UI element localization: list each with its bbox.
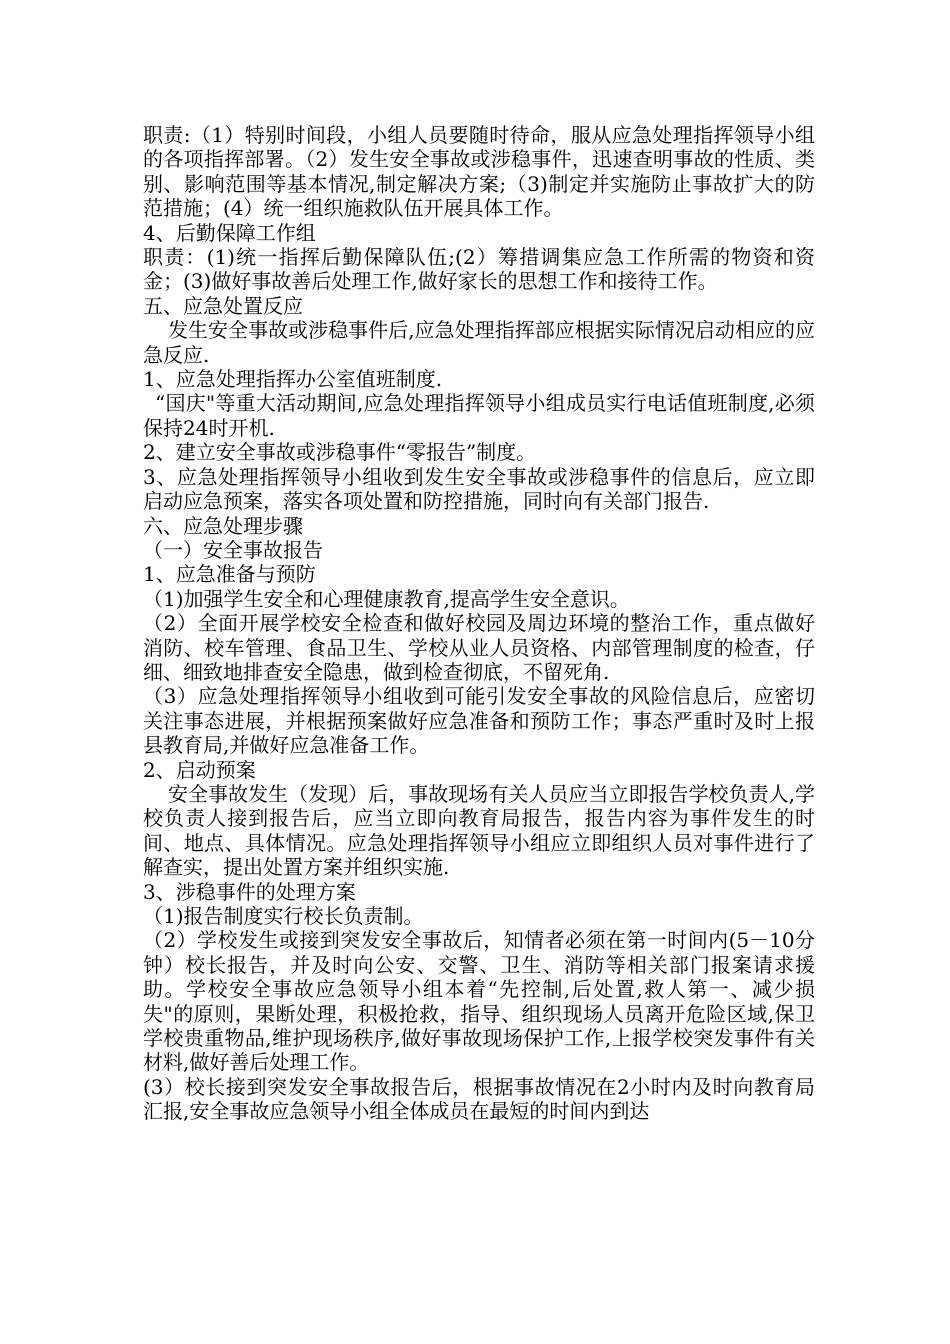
- paragraph-accident-occurrence: 安全事故发生（发现）后，事故现场有关人员应当立即报告学校负责人,学校负责人接到报告后，应当立即向教育局报告，报告内容为事件发生的时间、地点、具体情况。应急处理指挥领导小组应立即组织人员对事件进行了解查实，提出处置方案并组织实施.: [143, 781, 815, 880]
- heading-section-six: 六、应急处理步骤: [143, 513, 303, 538]
- heading-section-five: 五、应急处置反应: [143, 293, 303, 318]
- paragraph-emergency-response: 发生安全事故或涉稳事件后,应急处理指挥部应根据实际情况启动相应的应急反应.: [143, 318, 815, 367]
- paragraph-first-time-report: （2）学校发生或接到突发安全事故后，知情者必须在第一时间内(5－10分钟）校长报告，并及时向公安、交警、卫生、消防等相关部门报案请求援助。学校安全事故应急领导小组本着“先控制,后处置,救人第一、减少损失"的原则，果断处理，积极抢救，指导、组织现场人员离开危险区域,保卫学校贵重物品,维护现场秩序,做好事故现场保护工作,上报学校突发事件有关材料,做好善后处理工作。: [143, 928, 815, 1075]
- paragraph-education: （1)加强学生安全和心理健康教育,提高学生安全意识。: [143, 586, 630, 611]
- heading-zero-report: 2、建立安全事故或涉稳事件“零报告”制度。: [143, 440, 537, 465]
- heading-accident-report: （一）安全事故报告: [143, 537, 323, 562]
- paragraph-principal-responsibility: （1)报告制度实行校长负责制。: [143, 904, 424, 928]
- paragraph-activate-plan-report: 3、应急处理指挥领导小组收到发生安全事故或涉稳事件的信息后，应立即启动应急预案，落实各项处置和防控措施，同时向有关部门报告.: [143, 464, 815, 514]
- paragraph-duties-logistics: 职责：(1)统一指挥后勤保障队伍;(2）筹措调集应急工作所需的物资和资金；(3)做好事故善后处理工作,做好家长的思想工作和接待工作。: [143, 245, 815, 294]
- paragraph-duties-rescue: 职责:（1）特别时间段，小组人员要随时待命，服从应急处理指挥领导小组的各项指挥部署。（2）发生安全事故或涉稳事件，迅速查明事故的性质、类别、影响范围等基本情况,制定解决方案;（3)制定并实施防止事故扩大的防范措施；(4）统一组织施救队伍开展具体工作。: [143, 123, 815, 221]
- paragraph-inspection: （2）全面开展学校安全检查和做好校园及周边环境的整治工作，重点做好消防、校车管理、食品卫生、学校从业人员资格、内部管理制度的检查，仔细、细致地排查安全隐患，做到检查彻底，不留死角.: [143, 611, 815, 684]
- heading-logistics-group: 4、后勤保障工作组: [143, 220, 316, 245]
- heading-duty-system: 1、应急处理指挥办公室值班制度.: [143, 367, 443, 392]
- document-page: [143, 123, 815, 1124]
- paragraph-principal-report: (3）校长接到突发安全事故报告后，根据事故情况在2小时内及时向教育局汇报,安全事故应急领导小组全体成员在最短的时间内到达: [143, 1074, 815, 1124]
- heading-stability-plan: 3、涉稳事件的处理方案: [143, 879, 356, 904]
- paragraph-holiday-duty: “国庆"等重大活动期间,应急处理指挥领导小组成员实行电话值班制度,必须保持24时开机.: [143, 391, 815, 440]
- heading-preparation: 1、应急准备与预防: [143, 562, 316, 587]
- paragraph-risk-info: （3）应急处理指挥领导小组收到可能引发安全事故的风险信息后，应密切关注事态进展，并根据预案做好应急准备和预防工作；事态严重时及时上报县教育局,并做好应急准备工作。: [143, 684, 815, 758]
- heading-start-plan: 2、启动预案: [143, 757, 256, 782]
